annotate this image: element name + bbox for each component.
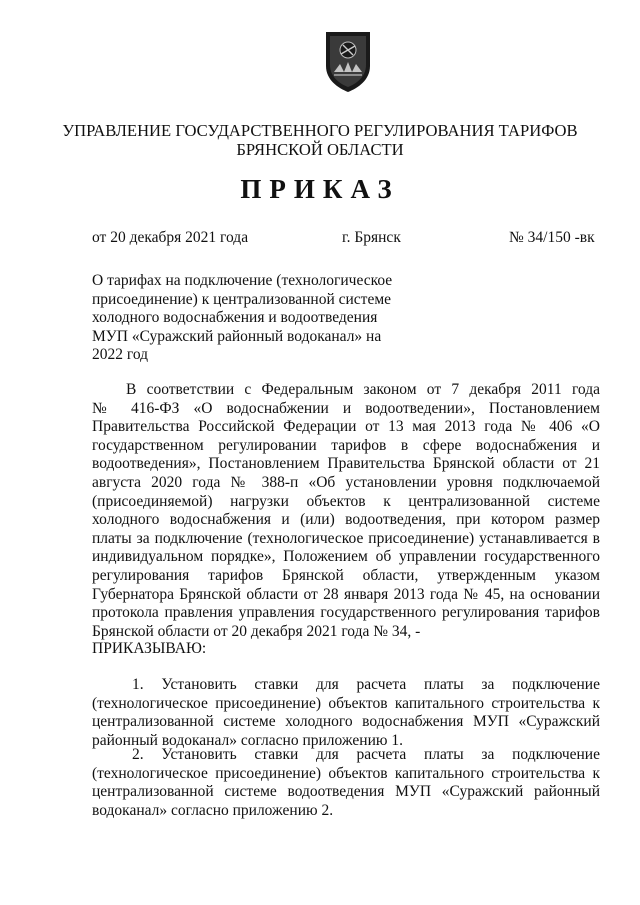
preamble-line: № 416-ФЗ «О водоснабжении и водоотведении», Постановлением xyxy=(92,399,600,417)
item-line: централизованной системе водоотведения МУП «Суражский районный xyxy=(92,783,600,801)
order-item-2 xyxy=(92,746,600,820)
preamble-line: водоотведения», Постановлением Правительства Брянской области от 21 xyxy=(92,455,600,473)
coat-of-arms-emblem xyxy=(322,28,374,94)
preamble-line: регулирования тарифов Брянской области, утвержденным указом xyxy=(92,566,600,584)
item-line: водоканал» согласно приложению 2. xyxy=(92,801,334,819)
preamble-line: Брянской области от 20 декабря 2021 года № 34, - xyxy=(92,622,421,640)
subject-line: присоединение) к централизованной системе xyxy=(92,290,392,308)
preamble-line: августа 2020 года № 388-п «Об установлении уровня подключаемой xyxy=(92,473,600,491)
organization-name-line-1: УПРАВЛЕНИЕ ГОСУДАРСТВЕННОГО РЕГУЛИРОВАНИЯ ТАРИФОВ xyxy=(62,121,578,140)
preamble-paragraph xyxy=(92,381,600,641)
preamble-line: платы за подключение (технологическое присоединение) устанавливается в xyxy=(92,529,600,547)
preamble-line: холодного водоснабжения и (или) водоотведения, при котором размер xyxy=(92,511,600,529)
preamble-line: индивидуальном порядке», Положением об управлении государственного xyxy=(92,548,600,566)
subject-line: холодного водоснабжения и водоотведения xyxy=(92,309,378,327)
order-city: г. Брянск xyxy=(342,229,401,246)
item-line: (технологическое присоединение) объектов капитального строительства к xyxy=(92,764,600,782)
order-directive-word: ПРИКАЗЫВАЮ: xyxy=(92,640,207,657)
item-line: районный водоканал» согласно приложению 1. xyxy=(92,731,403,749)
preamble-line: протокола правления управления государственного регулирования тарифов xyxy=(92,604,600,622)
organization-name-line-2: БРЯНСКОЙ ОБЛАСТИ xyxy=(236,140,404,159)
item-line: 1. Установить ставки для расчета платы за подключение xyxy=(132,676,600,693)
preamble-line: Правительства Российской Федерации от 13 мая 2013 года № 406 «О xyxy=(92,418,600,436)
item-line: централизованной системе холодного водоснабжения МУП «Суражский xyxy=(92,713,600,731)
preamble-line: (присоединяемой) нагрузки объектов к централизованной системе xyxy=(92,492,600,510)
preamble-line: государственном регулировании тарифов в сфере водоснабжения и xyxy=(92,436,600,454)
subject-line: 2022 год xyxy=(92,346,149,364)
document-title: ПРИКАЗ xyxy=(240,174,400,204)
item-line: (технологическое присоединение) объектов капитального строительства к xyxy=(92,694,600,712)
preamble-line: Губернатора Брянской области от 28 января 2013 года № 45, на основании xyxy=(92,585,600,603)
order-subject xyxy=(92,272,402,365)
subject-line: О тарифах на подключение (технологическое xyxy=(92,272,393,289)
order-item-1 xyxy=(92,676,600,750)
subject-line: МУП «Суражский районный водоканал» на xyxy=(92,327,382,345)
order-date: от 20 декабря 2021 года xyxy=(92,229,249,246)
order-number: № 34/150 -вк xyxy=(509,229,595,246)
item-line: 2. Установить ставки для расчета платы за подключение xyxy=(132,746,600,763)
preamble-line: В соответствии с Федеральным законом от 7 декабря 2011 года xyxy=(126,381,600,398)
